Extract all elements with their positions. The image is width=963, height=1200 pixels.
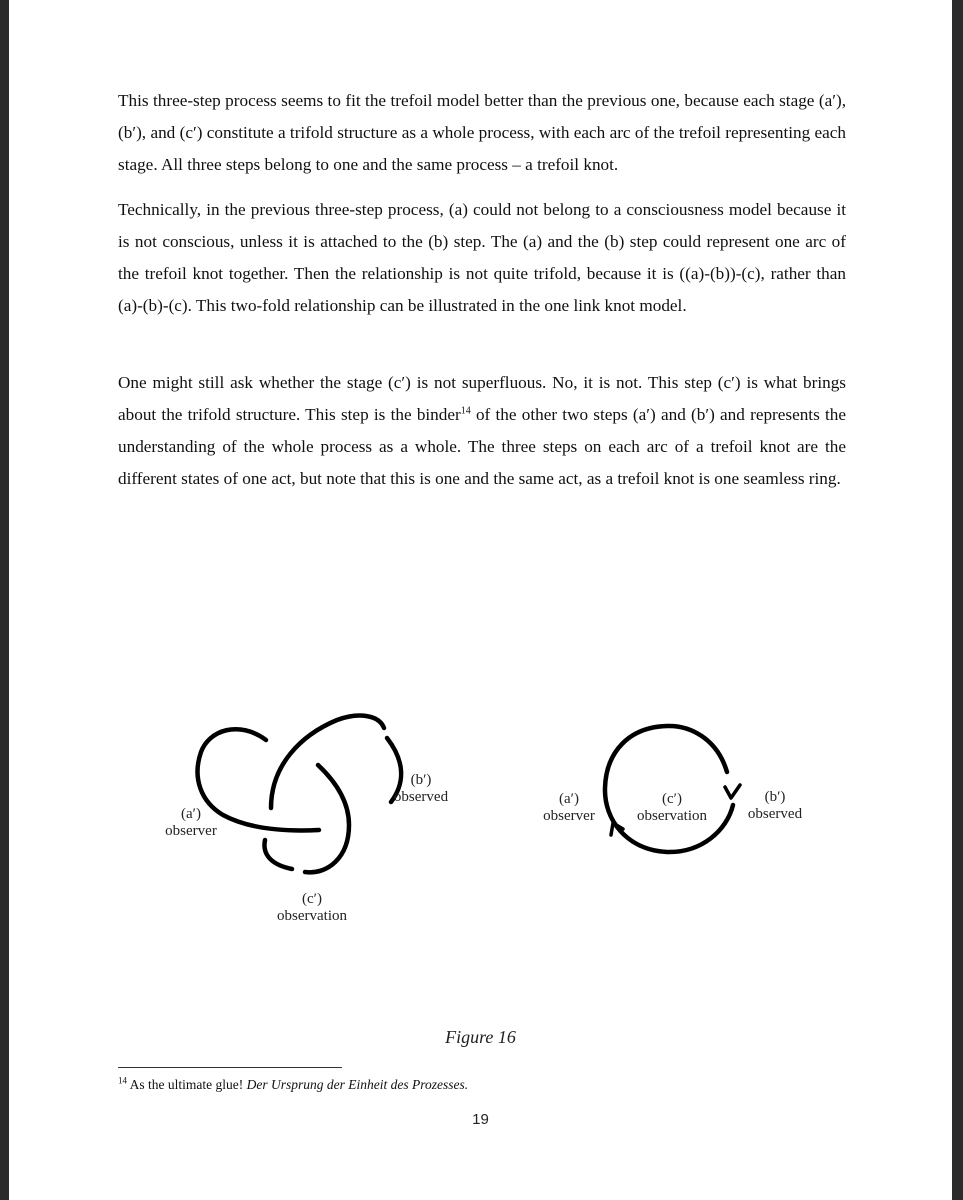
circle-observed-text: observed [747,806,803,822]
trefoil-observed-tag: (b′) [410,772,432,788]
page-number: 19 [472,1111,489,1128]
trefoil-label-observed [385,772,457,806]
circle-label-observation [629,791,715,825]
circle-label-observer [537,791,601,825]
trefoil-label-observation [269,891,355,925]
trefoil-observation-tag: (c′) [302,891,322,907]
paragraph-3-text-before: One might still ask whether the stage (c′) is not superfluous. No, it is not. This step (c′) is what brings about the trifold structure. This step is the binder [118,373,846,424]
trefoil-observer-text: observer [165,823,217,839]
paragraph-2-text: Technically, in the previous three-step process, (a) could not belong to a consciousness model because it is not conscious, unless it is attached to the (b) step. The (a) and the (b) step could represent one arc of the trefoil knot together. Then the relationship is not quite trifold, because it is ((a)-(b))-(c), rather than (a)-(b)-(c). This two-fold relationship can be illustrated in the one link knot model. [118,200,846,315]
trefoil-arc-bottom-connector [305,765,349,872]
arrow-head-right [725,785,740,798]
paragraph-3 [118,367,846,495]
paragraph-3-text-after: of the other two steps (a′) and (b′) and represents the understanding of the whole process as a whole. The three steps on each arc of a trefoil knot are the different states of one act, but note that this is one and the same act, as a trefoil knot is one seamless ring. [118,405,847,488]
trefoil-observed-text: observed [393,789,449,805]
link-circle [605,726,733,852]
circle-label-observed [743,789,807,823]
circle-observed-tag: (b′) [764,789,786,805]
figure-16 [9,690,952,950]
footnote [118,1077,468,1093]
trefoil-arc-bottom [264,840,292,869]
figure-caption: Figure 16 [445,1027,516,1047]
circle-observation-tag: (c′) [662,791,682,807]
document-page [9,0,952,1200]
paragraph-1 [118,85,846,181]
footnote-divider [118,1067,342,1068]
figure-drawing [9,690,952,950]
circle-observer-text: observer [543,808,595,824]
trefoil-observation-text: observation [277,908,347,924]
paragraph-2 [118,194,846,322]
footnote-number: 14 [118,1075,127,1086]
circle-observation-text: observation [637,808,707,824]
paragraph-1-text: This three-step process seems to fit the trefoil model better than the previous one, because each stage (a′), (b′), and (c′) constitute a trifold structure as a whole process, with each arc of the trefoil representing each stage. All three steps belong to one and the same process – a trefoil knot. [118,91,846,174]
footnote-text: As the ultimate glue! [129,1077,247,1092]
footnote-reference[interactable]: 14 [460,405,471,417]
trefoil-label-observer [155,806,227,840]
trefoil-arc-center [271,716,384,808]
circle-observer-tag: (a′) [559,791,579,807]
trefoil-observer-tag: (a′) [181,806,201,822]
footnote-italic-text: Der Ursprung der Einheit des Prozesses. [246,1077,469,1092]
